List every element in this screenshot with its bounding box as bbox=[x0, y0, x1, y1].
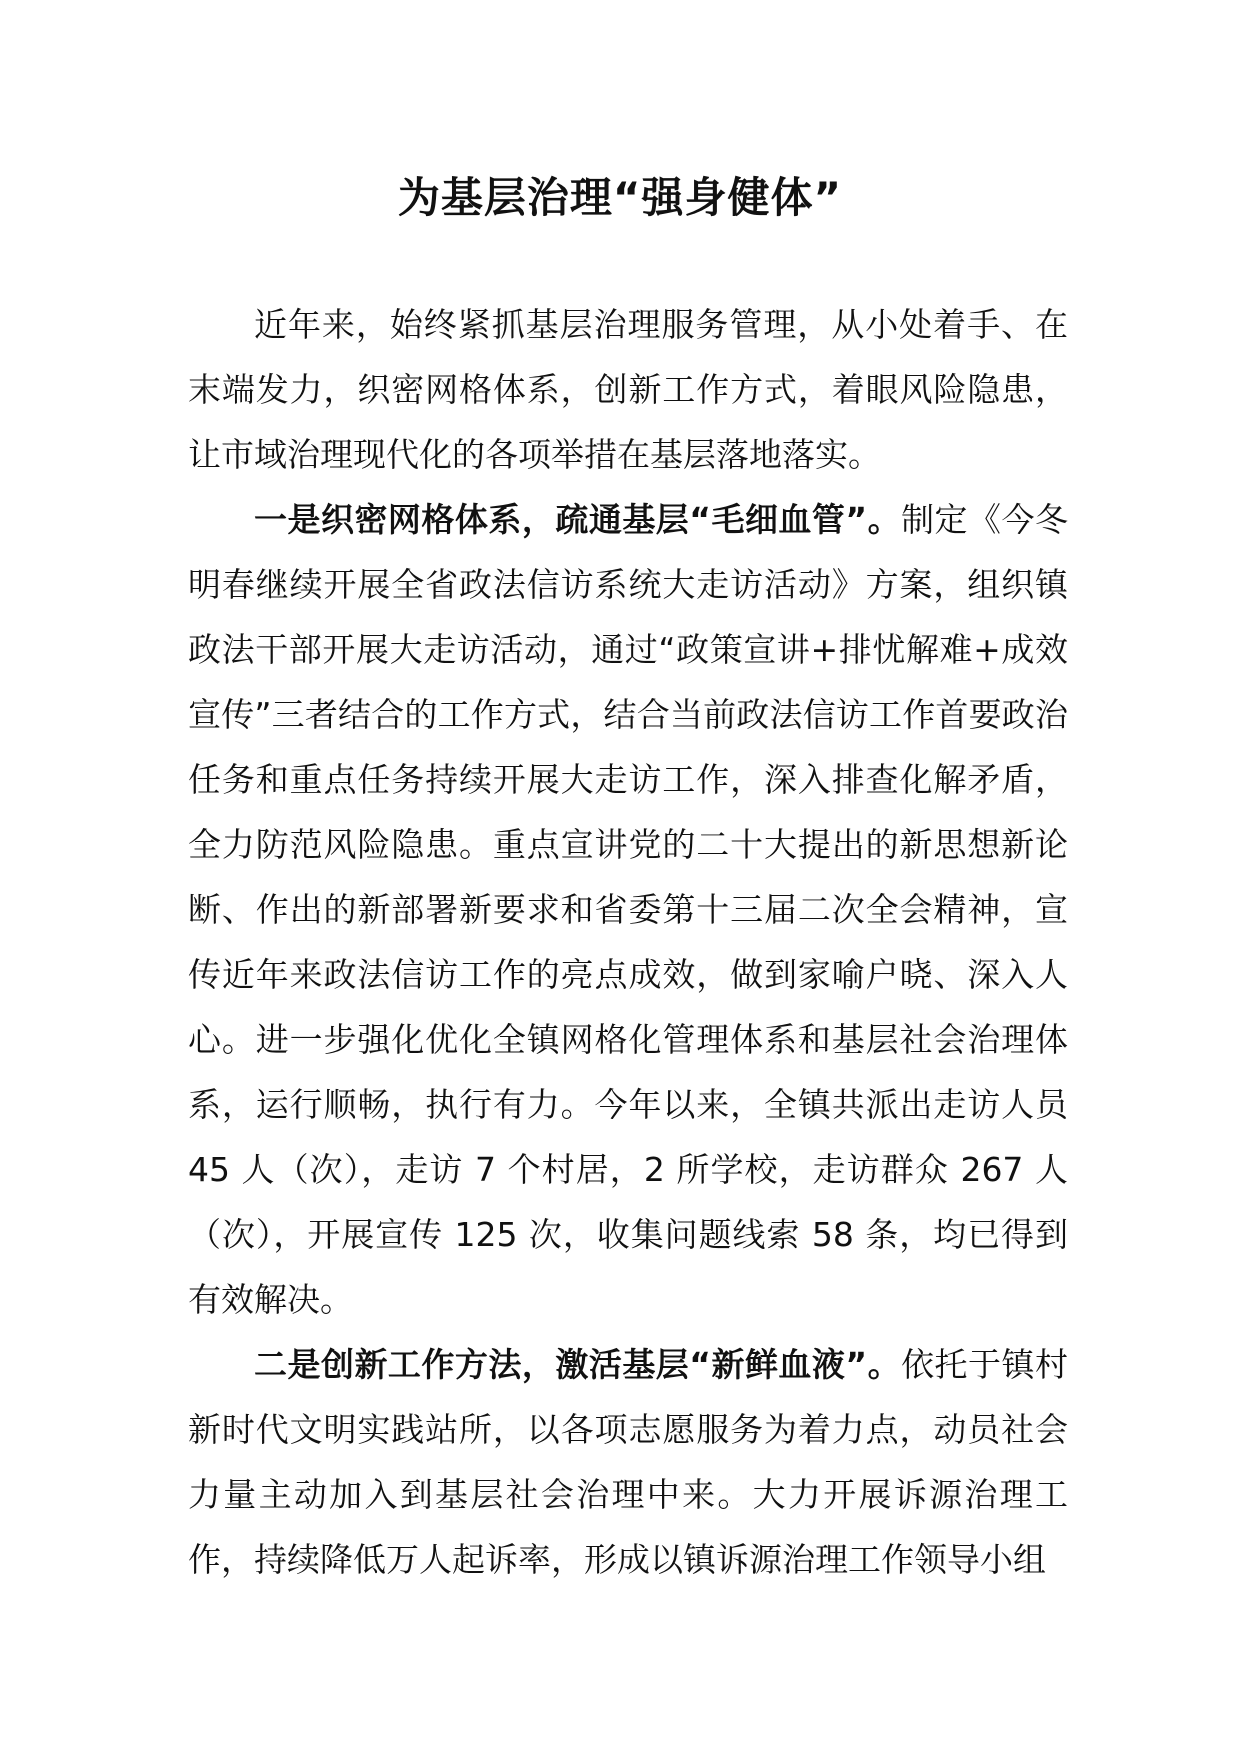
paragraph-text: 制定《今冬明春继续开展全省政法信访系统大走访活动》方案，组织镇政法干部开展大走访活动，通过“政策宣讲+排忧解难+成效宣传”三者结合的工作方式，结合当前政法信访工作首要政治任务和重点任务持续开展大走访工作，深入排查化解矛盾，全力防范风险隐患。重点宣讲党的二十大提出的新思想新论断、作出的新部署新要求和省委第十三届二次全会精神，宣传近年来政法信访工作的亮点成效，做到家喻户晓、深入人心。进一步强化优化全镇网格化管理体系和基层社会治理体系，运行顺畅，执行有力。今年以来，全镇共派出走访人员 45 人（次），走访 7 个村居，2 所学校，走访群众 267 人（次），开展宣传 125 次，收集问题线索 58 条，均已得到有效解决。 bbox=[188, 500, 1068, 1319]
paragraph-text: 近年来，始终紧抓基层治理服务管理，从小处着手、在末端发力，织密网格体系，创新工作方式，着眼风险隐患，让市域治理现代化的各项举措在基层落地落实。 bbox=[188, 305, 1068, 474]
paragraph-lead: 二是创新工作方法，激活基层“新鲜血液”。 bbox=[254, 1345, 902, 1384]
paragraph-point-one bbox=[188, 487, 1068, 1332]
paragraph-intro bbox=[188, 292, 1068, 487]
document-title: 为基层治理“强身健体” bbox=[397, 173, 843, 222]
paragraph-text: 依托于镇村新时代文明实践站所，以各项志愿服务为着力点，动员社会力量主动加入到基层社会治理中来。大力开展诉源治理工作，持续降低万人起诉率，形成以镇诉源治理工作领导小组 bbox=[188, 1345, 1068, 1579]
paragraph-point-two bbox=[188, 1332, 1068, 1592]
document-body bbox=[188, 292, 1068, 1592]
paragraph-lead: 一是织密网格体系，疏通基层“毛细血管”。 bbox=[254, 500, 902, 539]
